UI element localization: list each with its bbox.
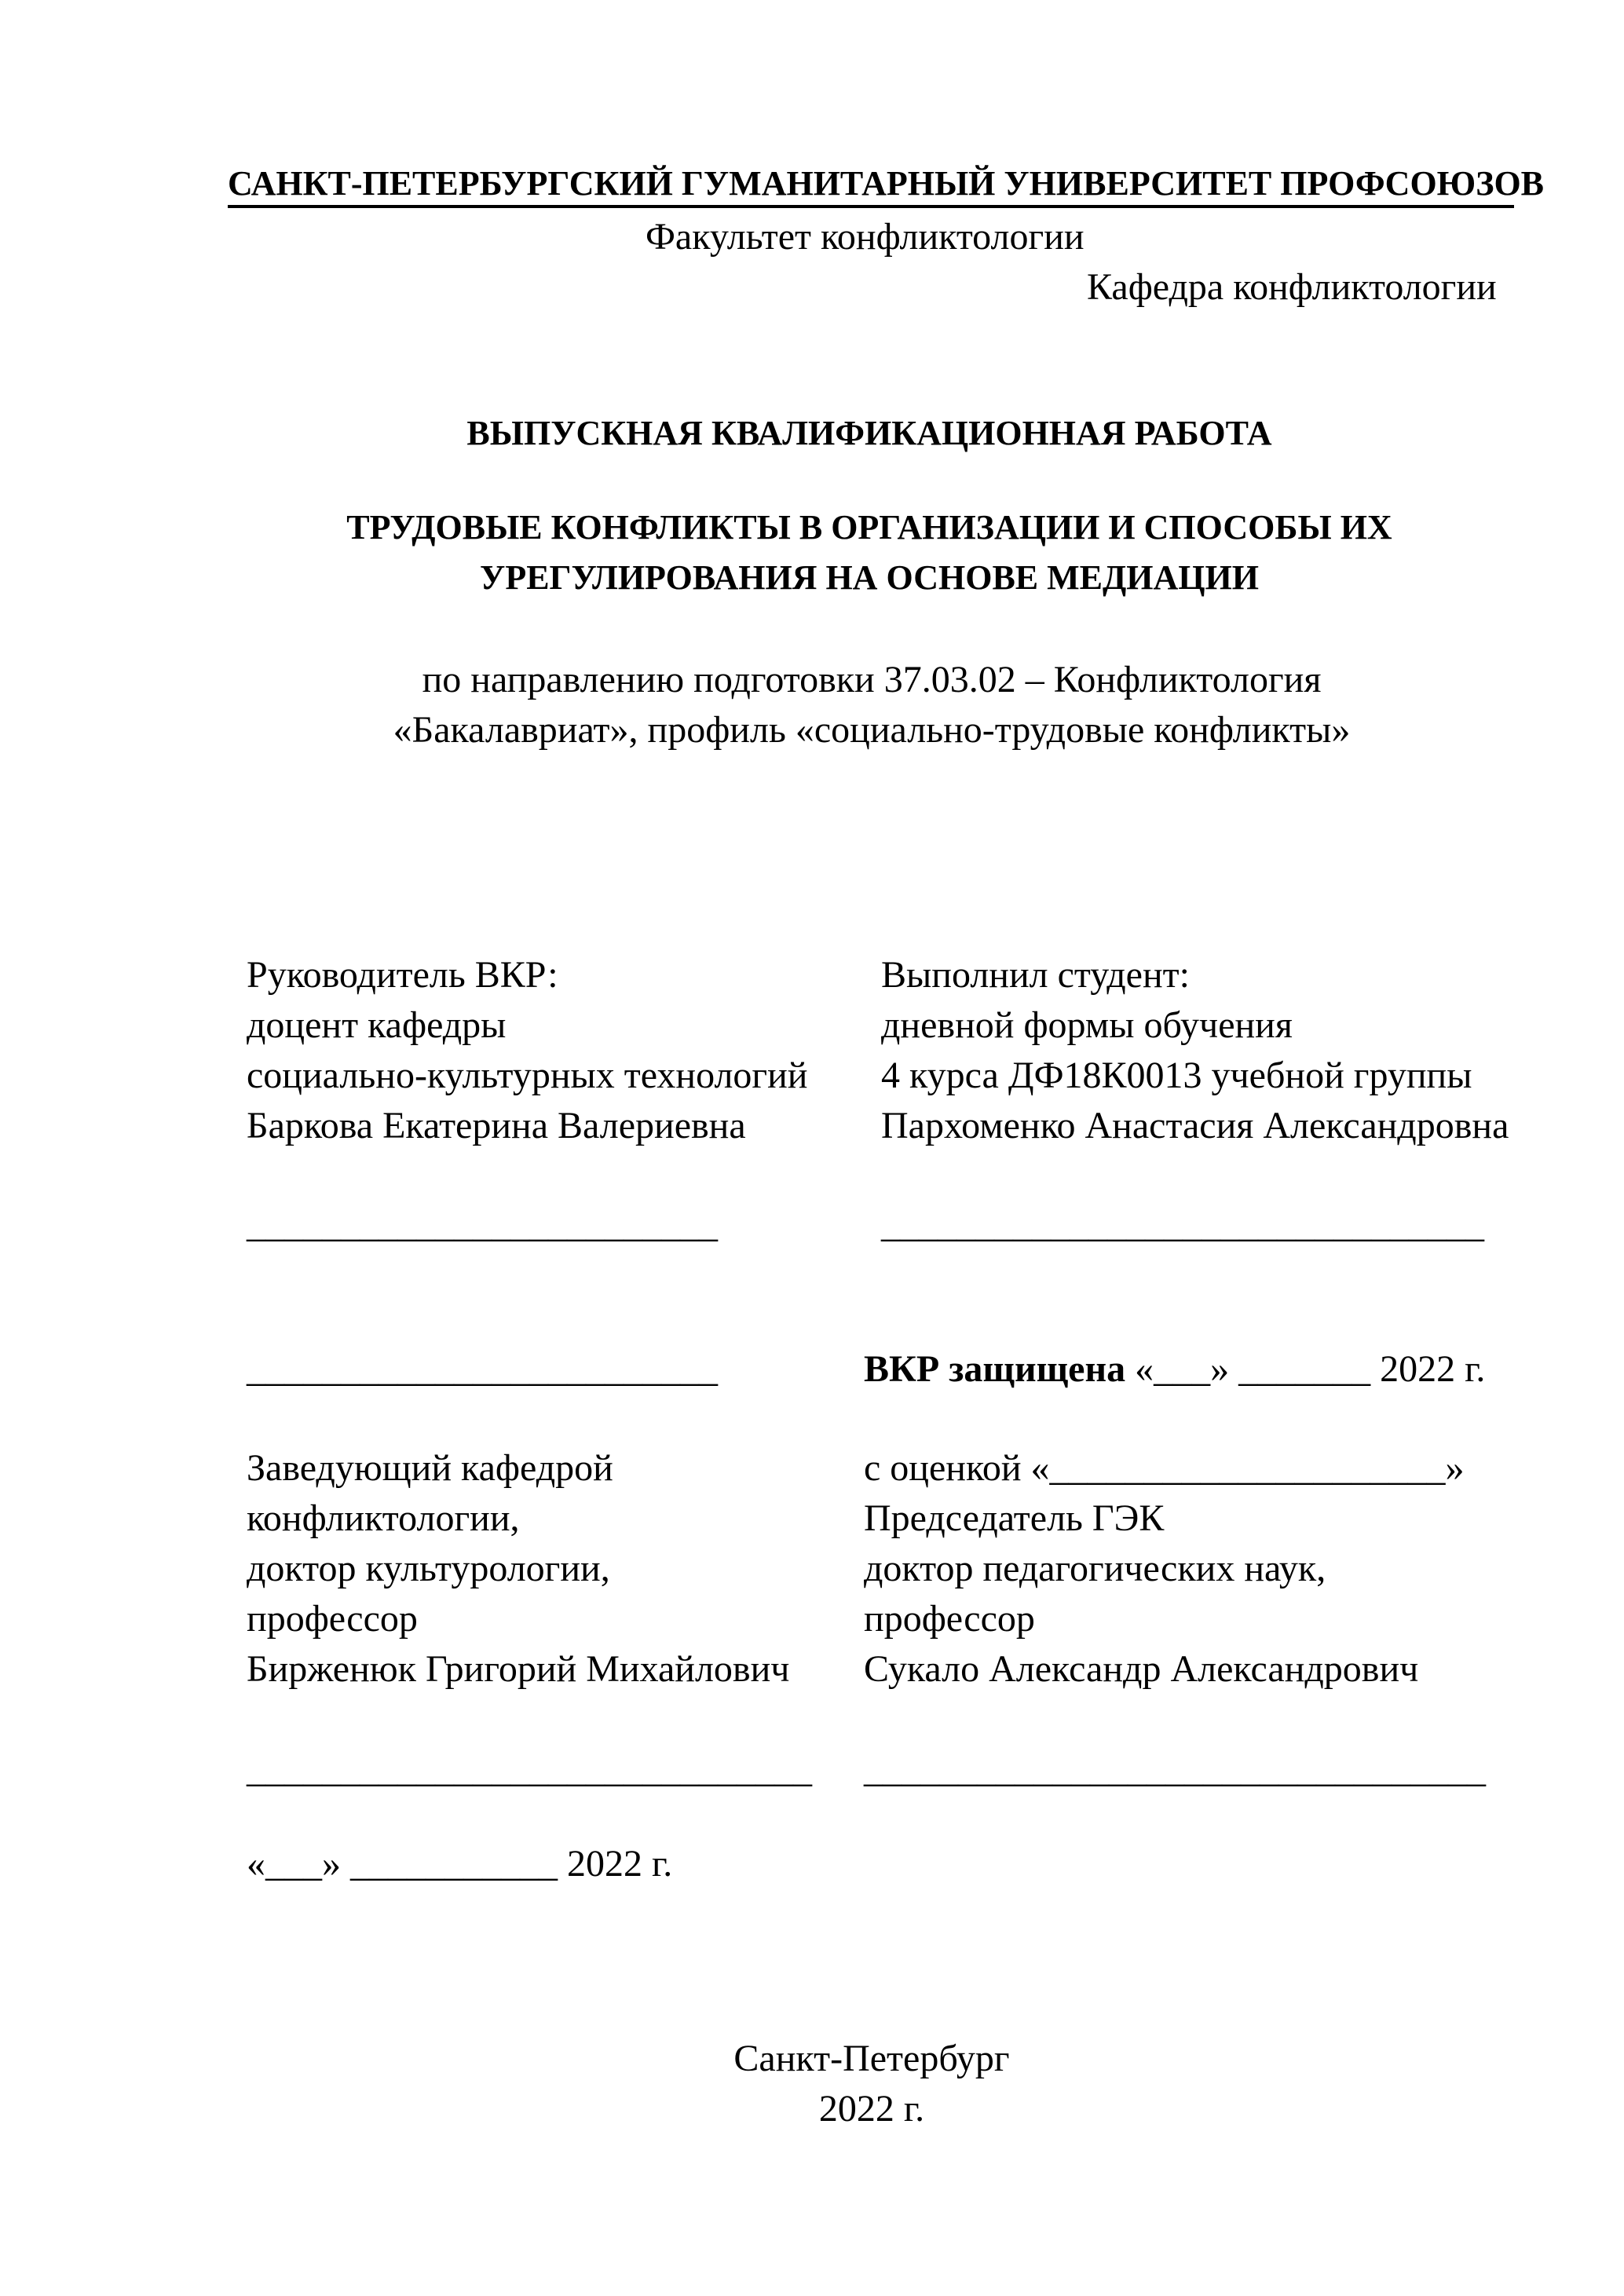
head-degree: доктор культурологии,: [247, 1548, 610, 1589]
head-name: Бирженюк Григорий Михайлович: [247, 1648, 790, 1690]
grade-line: с оценкой «_____________________»: [864, 1447, 1465, 1489]
defense-status: [864, 1348, 1486, 1390]
left-signature-line: _________________________: [247, 1348, 718, 1390]
supervisor-department: социально-культурных технологий: [247, 1055, 808, 1096]
supervisor-name: Баркова Екатерина Валериевна: [247, 1105, 746, 1146]
supervisor-label: Руководитель ВКР:: [247, 954, 558, 996]
direction-line2: «Бакалавриат», профиль «социально-трудовые конфликты»: [393, 709, 1351, 751]
topic-title-line1: ТРУДОВЫЕ КОНФЛИКТЫ В ОРГАНИЗАЦИИ И СПОСОБЫ ИХ: [346, 508, 1392, 547]
student-label: Выполнил студент:: [881, 954, 1190, 996]
head-label: Заведующий кафедрой: [247, 1447, 613, 1489]
topic-title-line2: УРЕГУЛИРОВАНИЯ НА ОСНОВЕ МЕДИАЦИИ: [480, 558, 1259, 597]
chairman-title: профессор: [864, 1598, 1035, 1640]
student-study-form: дневной формы обучения: [881, 1004, 1293, 1046]
department-name: Кафедра конфликтологии: [1087, 266, 1497, 308]
chairman-name: Сукало Александр Александрович: [864, 1648, 1419, 1690]
supervisor-position: доцент кафедры: [247, 1004, 507, 1046]
direction-line1: по направлению подготовки 37.03.02 – Конфликтология: [422, 659, 1322, 700]
head-title: профессор: [247, 1598, 418, 1640]
chairman-label: Председатель ГЭК: [864, 1497, 1165, 1539]
chairman-degree: доктор педагогических наук,: [864, 1548, 1326, 1589]
date-line: «___» ___________ 2022 г.: [247, 1843, 673, 1885]
header-rule: [228, 205, 1514, 208]
faculty-name: Факультет конфликтологии: [646, 216, 1084, 258]
student-name: Пархоменко Анастасия Александровна: [881, 1105, 1509, 1146]
defense-date: «___» _______ 2022 г.: [1125, 1348, 1486, 1390]
chairman-signature-line: _________________________________: [864, 1749, 1486, 1790]
footer-year: 2022 г.: [818, 2088, 925, 2130]
footer-city: Санкт-Петербург: [733, 2038, 1010, 2079]
student-group: 4 курса ДФ18К0013 учебной группы: [881, 1055, 1472, 1096]
head-department: конфликтологии,: [247, 1497, 520, 1539]
supervisor-signature-line: _________________________: [247, 1204, 718, 1245]
defense-label: ВКР защищена: [864, 1348, 1126, 1390]
university-name: САНКТ-ПЕТЕРБУРГСКИЙ ГУМАНИТАРНЫЙ УНИВЕРСИТЕТ ПРОФСОЮЗОВ: [228, 164, 1545, 203]
work-type-title: ВЫПУСКНАЯ КВАЛИФИКАЦИОННАЯ РАБОТА: [466, 414, 1272, 452]
student-signature-line: ________________________________: [881, 1204, 1484, 1245]
head-signature-line: ______________________________: [247, 1749, 812, 1790]
